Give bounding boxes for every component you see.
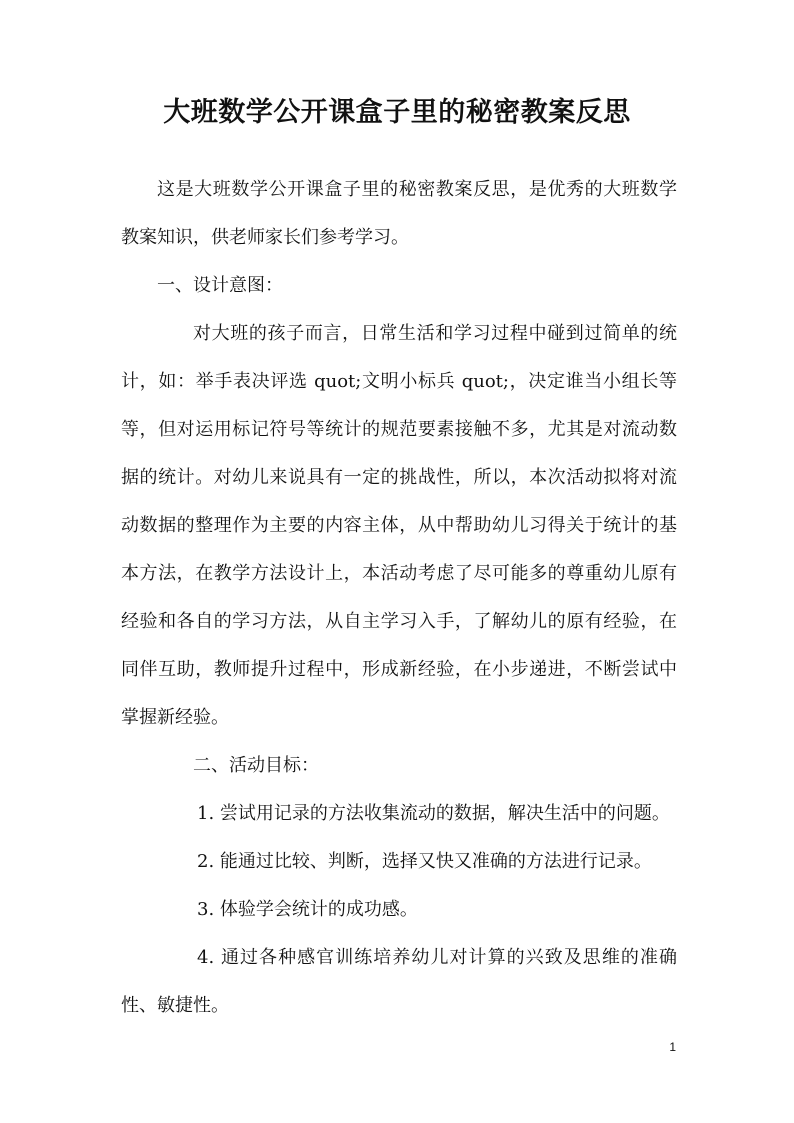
document-body (121, 166, 677, 1030)
design-intent-paragraph: 对大班的孩子而言，日常生活和学习过程中碰到过简单的统计，如：举手表决评选 quot;文明小标兵 quot;，决定谁当小组长等等，但对运用标记符号等统计的规范要素接触不多，尤其是对流动数据的统计。对幼儿来说具有一定的挑战性，所以，本次活动拟将对流动数据的整理作为主要的内容主体，从中帮助幼儿习得关于统计的基本方法，在教学方法设计上，本活动考虑了尽可能多的尊重幼儿原有经验和各自的学习方法，从自主学习入手，了解幼儿的原有经验，在同伴互助，教师提升过程中，形成新经验，在小步递进，不断尝试中掌握新经验。 (121, 323, 677, 728)
section-heading-design-intent: 一、设计意图： (157, 275, 283, 296)
goal-item-2: 2. 能通过比较、判断，选择又快又准确的方法进行记录。 (197, 851, 652, 872)
goal-item-3: 3. 体验学会统计的成功感。 (197, 899, 418, 920)
document-title: 大班数学公开课盒子里的秘密教案反思 (163, 97, 631, 128)
page-number: 1 (669, 1040, 676, 1054)
goal-item-4: 4. 通过各种感官训练培养幼儿对计算的兴致及思维的准确性、敏捷性。 (121, 947, 677, 1016)
section-heading-goals: 二、活动目标： (193, 755, 319, 776)
intro-paragraph: 这是大班数学公开课盒子里的秘密教案反思，是优秀的大班数学教案知识，供老师家长们参考学习。 (121, 179, 677, 248)
goal-item-1: 1. 尝试用记录的方法收集流动的数据，解决生活中的问题。 (197, 803, 670, 824)
